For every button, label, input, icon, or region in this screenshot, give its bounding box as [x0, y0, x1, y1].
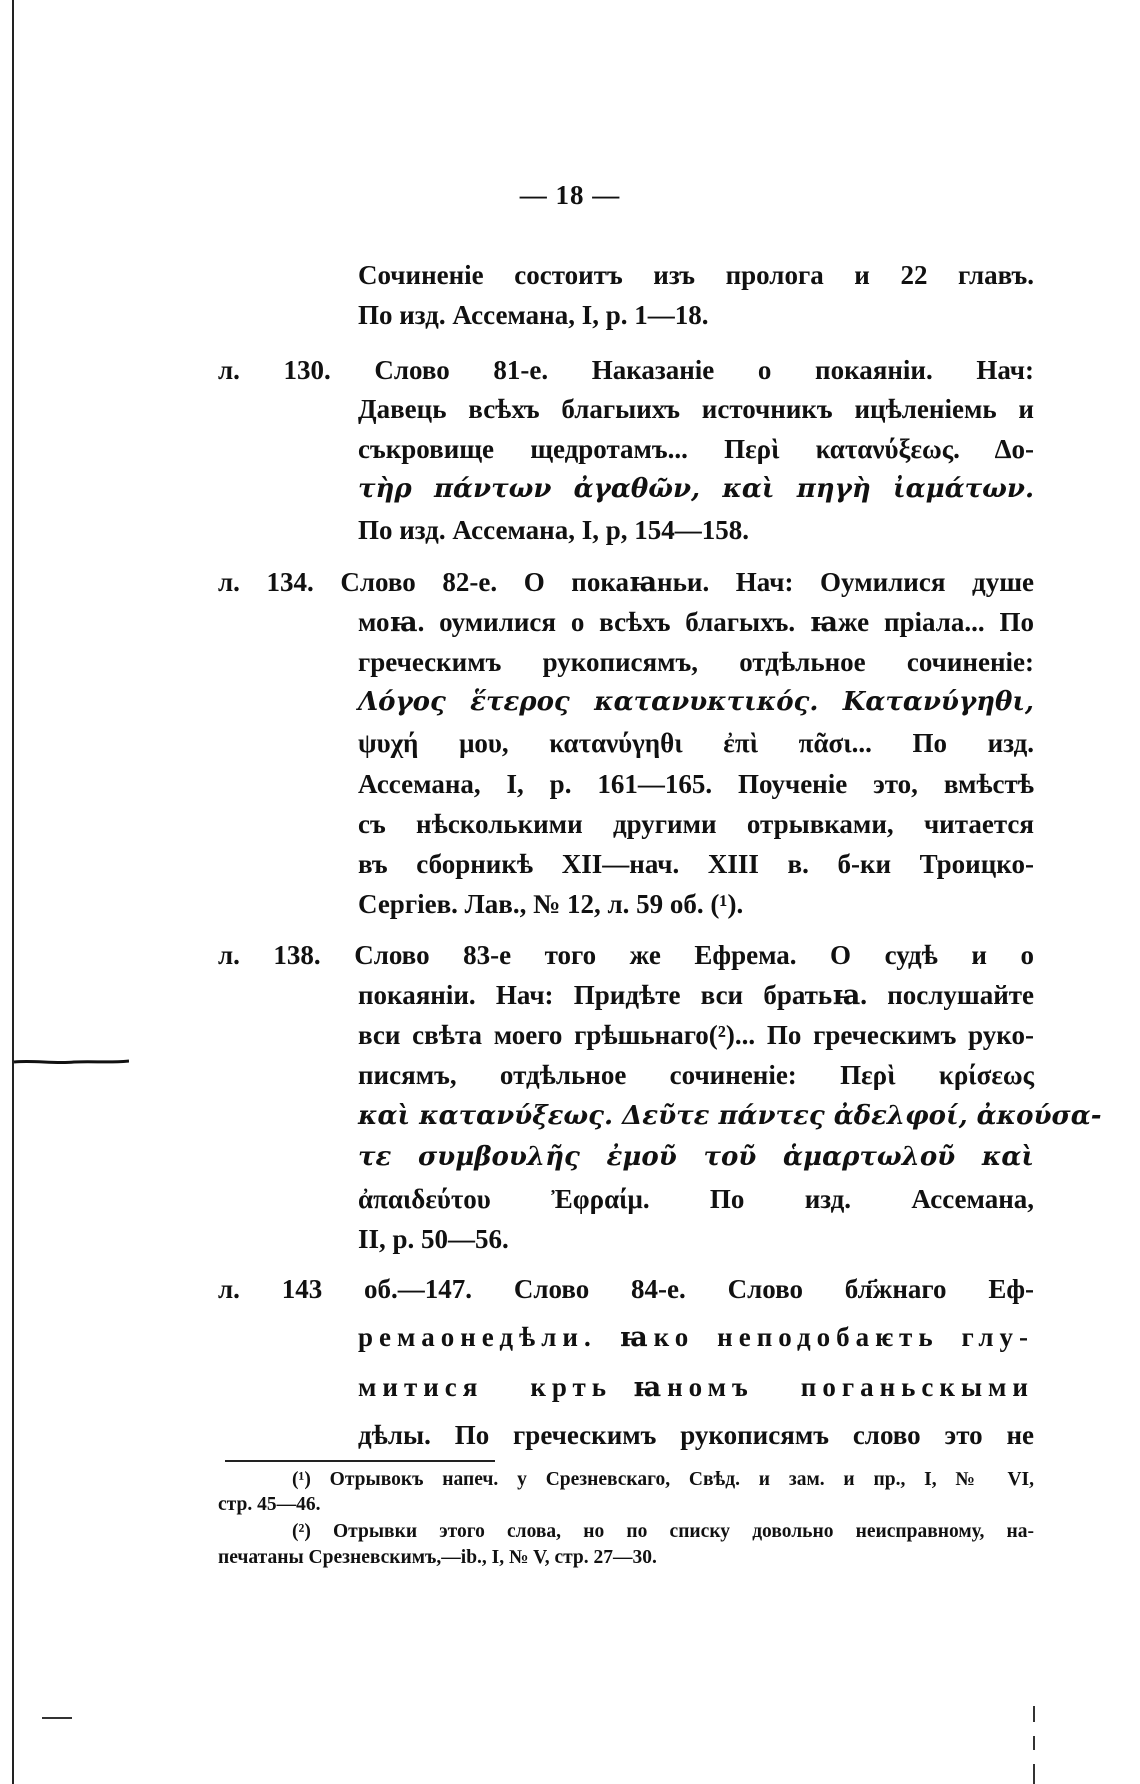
scan-dash-mark — [42, 1717, 72, 1719]
text-line: По изд. Ассемана, I, p, 154—158. — [358, 515, 749, 545]
text-line: Сочиненіе состоитъ изъ пролога и 22 главъ. — [358, 260, 1034, 290]
text-line: моꙗ. оумилися о всѣхъ благыхъ. ꙗже пріала... По — [358, 607, 1034, 637]
scan-smudge-mark — [14, 1058, 129, 1066]
text-line: II, p. 50—56. — [358, 1224, 509, 1254]
entry-heading-line: л. 134. Слово 82-е. О покаꙗньи. Нач: Оумилися душе — [218, 567, 1034, 597]
text-line: Ассемана, I, p. 161—165. Поученіе это, вмѣстѣ — [358, 769, 1034, 799]
scan-margin-rule — [12, 0, 14, 1784]
text-line: покаяніи. Нач: Придѣте вси братьꙗ. послушайте — [358, 980, 1034, 1010]
text-line: въ сборникѣ XII—нач. XIII в. б-ки Троицко- — [358, 849, 1034, 879]
footnote-line: (¹) Отрывокъ напеч. у Срезневскаго, Свѣд. и зам. и пр., I, № VI, — [292, 1469, 1034, 1490]
text-line: Давець всѣхъ благыихъ источникъ ицѣленіемь и — [358, 394, 1034, 424]
entry-heading-line: л. 143 об.—147. Слово 84-е. Слово бл҃жнаго Еф- — [218, 1274, 1034, 1304]
text-line: митися крть꙼ꙗномъ поганьскыми — [358, 1372, 1034, 1402]
entry-heading-line: л. 138. Слово 83-е того же Ефрема. О судѣ и о — [218, 940, 1034, 970]
text-line: вси свѣта моего грѣшьнаго(²)... По греческимъ руко- — [358, 1020, 1034, 1050]
text-line: По изд. Ассемана, I, p. 1—18. — [358, 300, 709, 330]
footnote-line: (²) Отрывки этого слова, но по списку довольно неисправному, на- — [292, 1521, 1034, 1542]
greek-text-line: τε συμβουλῆς ἐμοῦ τοῦ ἁμαρτωλοῦ καὶ — [358, 1142, 1034, 1172]
greek-text-line: καὶ κατανύξεως. Δεῦτε πάντες ἀδελφοί, ἀκούσα- — [358, 1101, 1102, 1131]
text-line: греческимъ рукописямъ, отдѣльное сочиненіе: — [358, 647, 1034, 677]
footnote-rule — [225, 1460, 495, 1462]
text-line: съ нѣсколькими другими отрывками, читается — [358, 809, 1034, 839]
text-line: съкровище щедротамъ... Περὶ κατανύξεως. Δο- — [358, 434, 1034, 464]
greek-text-line: Λόγος ἕτερος κατανυκτικός. Κατανύγηθι, — [358, 687, 1034, 717]
greek-text-line: τὴρ πάντων ἀγαθῶν, καὶ πηγὴ ἰαμάτων. — [358, 474, 1034, 504]
text-line: Сергіев. Лав., № 12, л. 59 об. (¹). — [358, 889, 744, 919]
footnote-line: печатаны Срезневскимъ,—ib., I, № V, стр. 27—30. — [218, 1547, 657, 1568]
entry-heading-line: л. 130. Слово 81-е. Наказаніе о покаяніи. Нач: — [218, 355, 1034, 385]
scan-edge-ticks — [1032, 1706, 1036, 1784]
page-number: — 18 — — [519, 180, 621, 210]
footnote-line: стр. 45—46. — [218, 1494, 321, 1515]
text-line: ремаонедѣли. ꙗко неподобаѥть глу- — [358, 1322, 1034, 1352]
text-line: дѣлы. По греческимъ рукописямъ слово это не — [358, 1420, 1034, 1450]
text-line: ψυχή μου, κατανύγηθι ἐπὶ πᾶσι... По изд. — [358, 728, 1034, 758]
text-line: ἀπαιδεύτου Ἐφραίμ. По изд. Ассемана, — [358, 1184, 1034, 1214]
text-line: писямъ, отдѣльное сочиненіе: Περὶ κρίσεως — [358, 1060, 1034, 1090]
